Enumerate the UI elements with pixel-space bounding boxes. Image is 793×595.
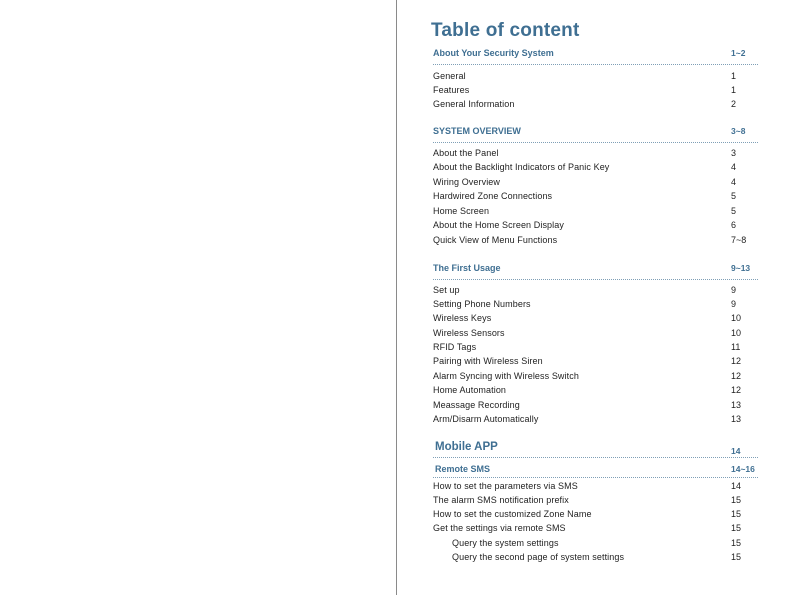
section-header[interactable] xyxy=(433,263,758,277)
item-label: General xyxy=(433,71,466,81)
item-page: 13 xyxy=(731,414,742,424)
item-label: Wireless Sensors xyxy=(433,328,505,338)
section-header[interactable] xyxy=(433,443,758,457)
section-header[interactable] xyxy=(433,48,758,62)
toc-item[interactable] xyxy=(433,414,758,428)
item-label: General Information xyxy=(433,99,515,109)
toc-item[interactable] xyxy=(433,385,758,399)
toc-item[interactable] xyxy=(433,328,758,342)
section-title: Remote SMS xyxy=(435,464,491,474)
item-page: 1 xyxy=(731,71,737,81)
item-label: Home Automation xyxy=(433,385,507,395)
section-header[interactable] xyxy=(433,464,758,478)
item-label: Quick View of Menu Functions xyxy=(433,235,558,245)
item-label: Meassage Recording xyxy=(433,400,520,410)
item-label: About the Panel xyxy=(433,148,499,158)
toc-item[interactable] xyxy=(433,285,758,299)
toc-item[interactable] xyxy=(433,206,758,220)
item-label: Home Screen xyxy=(433,206,490,216)
toc-item[interactable] xyxy=(433,148,758,162)
section-pages: 14 xyxy=(731,446,741,456)
item-page: 15 xyxy=(731,538,742,548)
item-label: Set up xyxy=(433,285,460,295)
section-title: The First Usage xyxy=(433,263,501,273)
toc-item[interactable] xyxy=(433,509,758,523)
item-page: 4 xyxy=(731,162,737,172)
toc-item[interactable] xyxy=(433,162,758,176)
item-label: About the Backlight Indicators of Panic Key xyxy=(433,162,610,172)
section-pages: 14~16 xyxy=(731,464,755,474)
item-label: Wireless Keys xyxy=(433,313,492,323)
item-label: Query the system settings xyxy=(452,538,559,548)
item-label: Hardwired Zone Connections xyxy=(433,191,553,201)
toc-item[interactable] xyxy=(433,85,758,99)
section-title: SYSTEM OVERVIEW xyxy=(433,126,521,136)
dotted-rule xyxy=(433,279,758,280)
item-page: 6 xyxy=(731,220,737,230)
item-page: 3 xyxy=(731,148,737,158)
item-page: 10 xyxy=(731,313,742,323)
toc-section xyxy=(433,48,758,109)
toc-item[interactable] xyxy=(433,371,758,385)
section-title: Mobile APP xyxy=(435,441,498,453)
toc-item[interactable] xyxy=(433,342,758,356)
section-pages: 1~2 xyxy=(731,48,746,58)
toc-item[interactable] xyxy=(433,495,758,509)
section-pages: 3~8 xyxy=(731,126,746,136)
item-page: 9 xyxy=(731,299,737,309)
item-page: 15 xyxy=(731,523,742,533)
dotted-rule xyxy=(433,64,758,65)
toc-item[interactable] xyxy=(433,99,758,113)
toc-sub-item[interactable] xyxy=(433,538,758,552)
item-page: 5 xyxy=(731,191,737,201)
item-label: Setting Phone Numbers xyxy=(433,299,531,309)
item-page: 11 xyxy=(731,342,741,352)
item-page: 4 xyxy=(731,177,737,187)
item-page: 12 xyxy=(731,356,742,366)
item-page: 13 xyxy=(731,400,742,410)
toc-item[interactable] xyxy=(433,356,758,370)
toc-section xyxy=(433,263,758,424)
dotted-rule xyxy=(433,142,758,143)
item-page: 1 xyxy=(731,85,737,95)
toc-section xyxy=(433,443,758,457)
page-divider xyxy=(396,0,397,595)
item-page: 15 xyxy=(731,552,742,562)
toc-item[interactable] xyxy=(433,220,758,234)
item-page: 2 xyxy=(731,99,737,109)
toc-item[interactable] xyxy=(433,191,758,205)
item-page: 12 xyxy=(731,385,742,395)
item-page: 12 xyxy=(731,371,742,381)
toc-section xyxy=(433,464,758,562)
toc-item[interactable] xyxy=(433,299,758,313)
item-label: How to set the customized Zone Name xyxy=(433,509,592,519)
item-label: RFID Tags xyxy=(433,342,477,352)
item-label: Get the settings via remote SMS xyxy=(433,523,566,533)
toc-item[interactable] xyxy=(433,235,758,249)
item-page: 10 xyxy=(731,328,742,338)
toc-item[interactable] xyxy=(433,400,758,414)
item-label: How to set the parameters via SMS xyxy=(433,481,578,491)
toc-item[interactable] xyxy=(433,313,758,327)
toc-item[interactable] xyxy=(433,71,758,85)
toc-sub-item[interactable] xyxy=(433,552,758,566)
item-label: About the Home Screen Display xyxy=(433,220,564,230)
item-page: 15 xyxy=(731,495,742,505)
item-page: 9 xyxy=(731,285,737,295)
item-label: Features xyxy=(433,85,470,95)
item-label: The alarm SMS notification prefix xyxy=(433,495,569,505)
section-header[interactable] xyxy=(433,126,758,140)
toc-item[interactable] xyxy=(433,177,758,191)
toc-item[interactable] xyxy=(433,481,758,495)
item-label: Alarm Syncing with Wireless Switch xyxy=(433,371,579,381)
item-label: Arm/Disarm Automatically xyxy=(433,414,539,424)
item-label: Query the second page of system settings xyxy=(452,552,625,562)
toc-section xyxy=(433,126,758,245)
dotted-rule xyxy=(433,477,758,478)
toc-item[interactable] xyxy=(433,523,758,537)
page-title: Table of content xyxy=(431,20,580,41)
item-page: 5 xyxy=(731,206,737,216)
item-page: 14 xyxy=(731,481,742,491)
item-label: Pairing with Wireless Siren xyxy=(433,356,543,366)
section-title: About Your Security System xyxy=(433,48,554,58)
item-page: 15 xyxy=(731,509,742,519)
dotted-rule xyxy=(433,457,758,458)
item-page: 7~8 xyxy=(731,235,747,245)
section-pages: 9~13 xyxy=(731,263,751,273)
item-label: Wiring Overview xyxy=(433,177,501,187)
